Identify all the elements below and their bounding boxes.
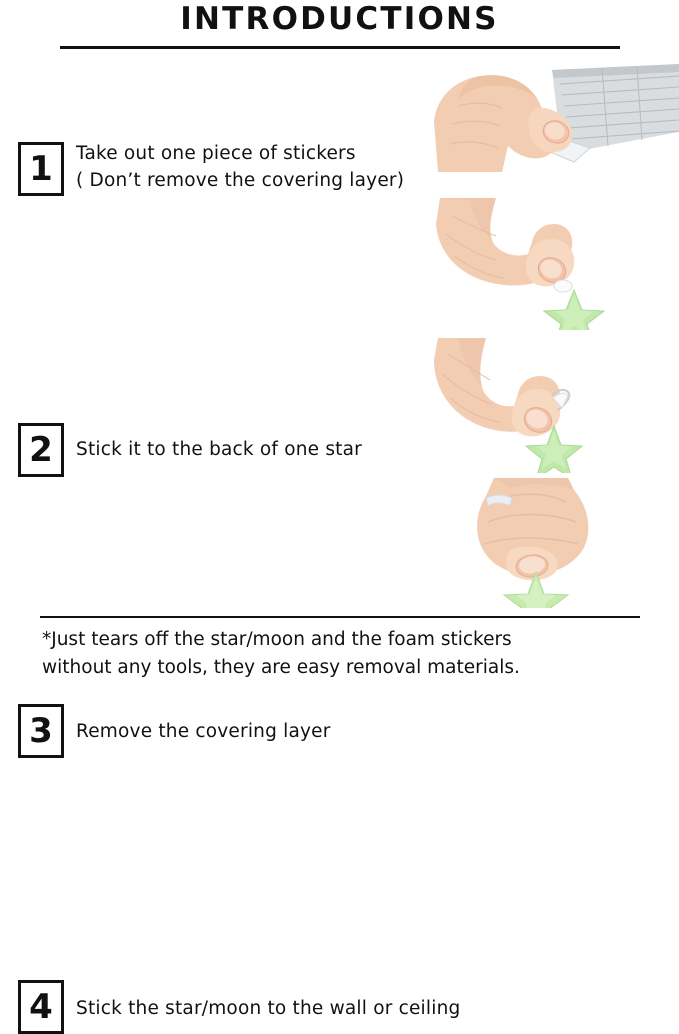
hand-placing-sticker-on-green-star-icon <box>432 198 679 330</box>
step-text-line2: ( Don’t remove the covering layer) <box>76 169 405 191</box>
step-text <box>76 996 460 1023</box>
step-photo-4 <box>432 478 679 608</box>
footer-note <box>42 626 642 682</box>
step-photo-2 <box>432 198 679 330</box>
step-text-line1: Remove the covering layer <box>76 721 331 743</box>
step-number-badge: 1 <box>18 142 64 196</box>
title-divider <box>60 46 620 49</box>
footer-divider <box>40 616 640 618</box>
title-block <box>0 0 679 49</box>
step-number-badge: 3 <box>18 704 64 758</box>
step-photo-1 <box>432 62 679 172</box>
hand-removing-covering-layer-icon <box>432 338 679 473</box>
hand-pressing-star-onto-wall-icon <box>432 478 679 608</box>
hand-peeling-foam-sticker-sheet-icon <box>432 62 679 172</box>
page-title: INTRODUCTIONS <box>180 1 499 37</box>
footer-note-line2: without any tools, they are easy removal materials. <box>42 656 520 678</box>
step-text-line1: Take out one piece of stickers <box>76 143 356 165</box>
step-text <box>76 141 404 195</box>
footer-note-line1: *Just tears off the star/moon and the foam stickers <box>42 629 512 650</box>
step-text-line1: Stick it to the back of one star <box>76 439 362 461</box>
step-number-badge: 4 <box>18 980 64 1034</box>
step-number-badge: 2 <box>18 423 64 477</box>
step-photo-3 <box>432 338 679 473</box>
step-text <box>76 719 331 746</box>
step-text-line1: Stick the star/moon to the wall or ceiling <box>76 998 461 1020</box>
